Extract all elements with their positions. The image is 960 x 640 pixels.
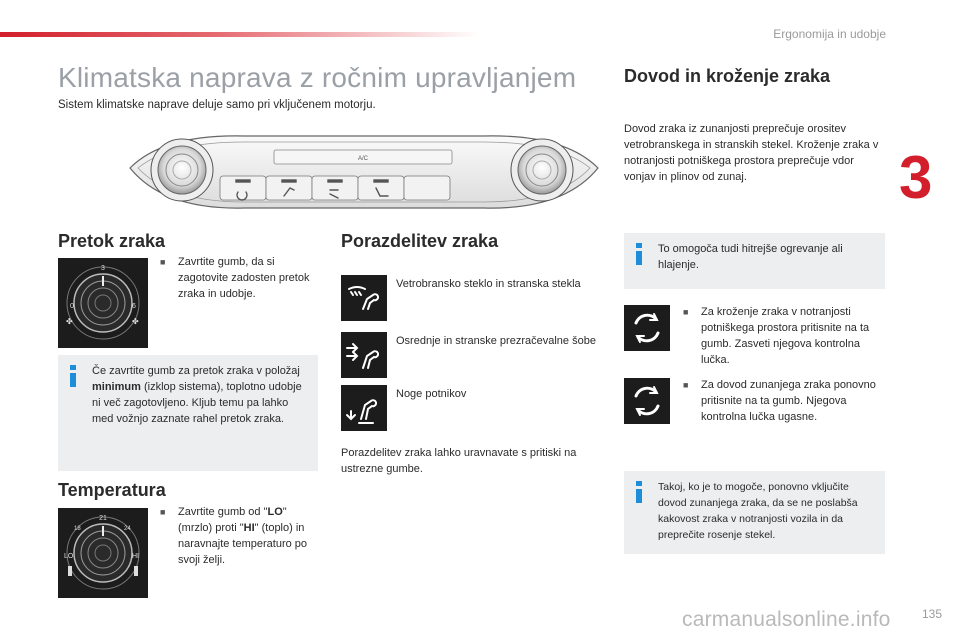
dovod-intro: Dovod zraka iz zunanjosti preprečuje orositev vetrobranskega in stranskih stekel. Kroženje zraka v notranjosti potniškega prostora preprečuje vdor vonjav in plinov od zunaj. [624, 123, 879, 183]
header-accent-bar [0, 32, 480, 37]
svg-text:21: 21 [99, 515, 107, 522]
recirculation-icon [624, 305, 670, 351]
windshield-defrost-icon [341, 275, 387, 321]
page-title: Klimatska naprava z ročnim upravljanjem [58, 62, 577, 93]
panel-ac-label: A/C [357, 156, 369, 162]
info-icon [636, 481, 642, 503]
pretok-info-box [58, 355, 318, 471]
dovod-info-box-2: Takoj, ko je to mogoče, ponovno vključite dovod zunanjega zraka, da se ne poslabša kakovost zraka v notranjosti vozila in da preprečite rosenje stekel. [624, 471, 885, 554]
footwell-icon [341, 385, 387, 431]
face-vents-icon [341, 332, 387, 378]
info-icon [70, 365, 76, 387]
section-heading-dovod: Dovod in kroženje zraka [624, 66, 831, 86]
chapter-number: 3 [899, 144, 933, 211]
climate-control-panel-illustration [124, 130, 602, 214]
bullet-square-icon: ■ [683, 307, 689, 317]
svg-text:✤: ✤ [132, 317, 139, 326]
porazdelitev-note: Porazdelitev zraka lahko uravnavate s pritiski na ustrezne gumbe. [341, 447, 577, 475]
bullet-square-icon: ■ [683, 380, 689, 390]
section-heading-porazdelitev: Porazdelitev zraka [341, 231, 499, 251]
section-label: Ergonomija in udobje [773, 27, 886, 41]
svg-text:LO: LO [64, 553, 74, 560]
page-subtitle: Sistem klimatske naprave deluje samo pri vključenem motorju. [58, 99, 376, 111]
dovod-info-box-1: To omogoča tudi hitrejše ogrevanje ali hlajenje. [624, 233, 885, 289]
fresh-air-icon [624, 378, 670, 424]
distribution-item-feet: Noge potnikov [396, 388, 467, 400]
svg-text:18: 18 [74, 526, 81, 532]
distribution-item-face: Osrednje in stranske prezračevalne šobe [396, 335, 596, 347]
svg-text:HI: HI [132, 553, 139, 560]
temperature-knob-image [58, 508, 148, 598]
bullet-square-icon: ■ [160, 507, 166, 517]
svg-text:0: 0 [70, 303, 74, 310]
pretok-info-text: Če zavrtite gumb za pretok zraka v položaj minimum (izklop sistema), toplotno udobje ni več zagotovljeno. Kljub temu pa lahko med vožnjo zaznate rahel pretok zraka. [92, 365, 302, 425]
svg-text:24: 24 [124, 526, 131, 532]
svg-text:6: 6 [132, 303, 136, 310]
info-icon [636, 243, 642, 265]
svg-text:✤: ✤ [66, 317, 73, 326]
distribution-item-windshield: Vetrobransko steklo in stranska stekla [396, 278, 581, 290]
svg-text:3: 3 [101, 265, 105, 272]
page-number: 135 [921, 607, 942, 621]
bullet-square-icon: ■ [160, 257, 166, 267]
watermark: carmanualsonline.info [682, 608, 891, 631]
section-heading-pretok: Pretok zraka [58, 231, 166, 251]
fan-speed-knob-image [58, 258, 148, 348]
section-heading-temperatura: Temperatura [58, 480, 166, 500]
